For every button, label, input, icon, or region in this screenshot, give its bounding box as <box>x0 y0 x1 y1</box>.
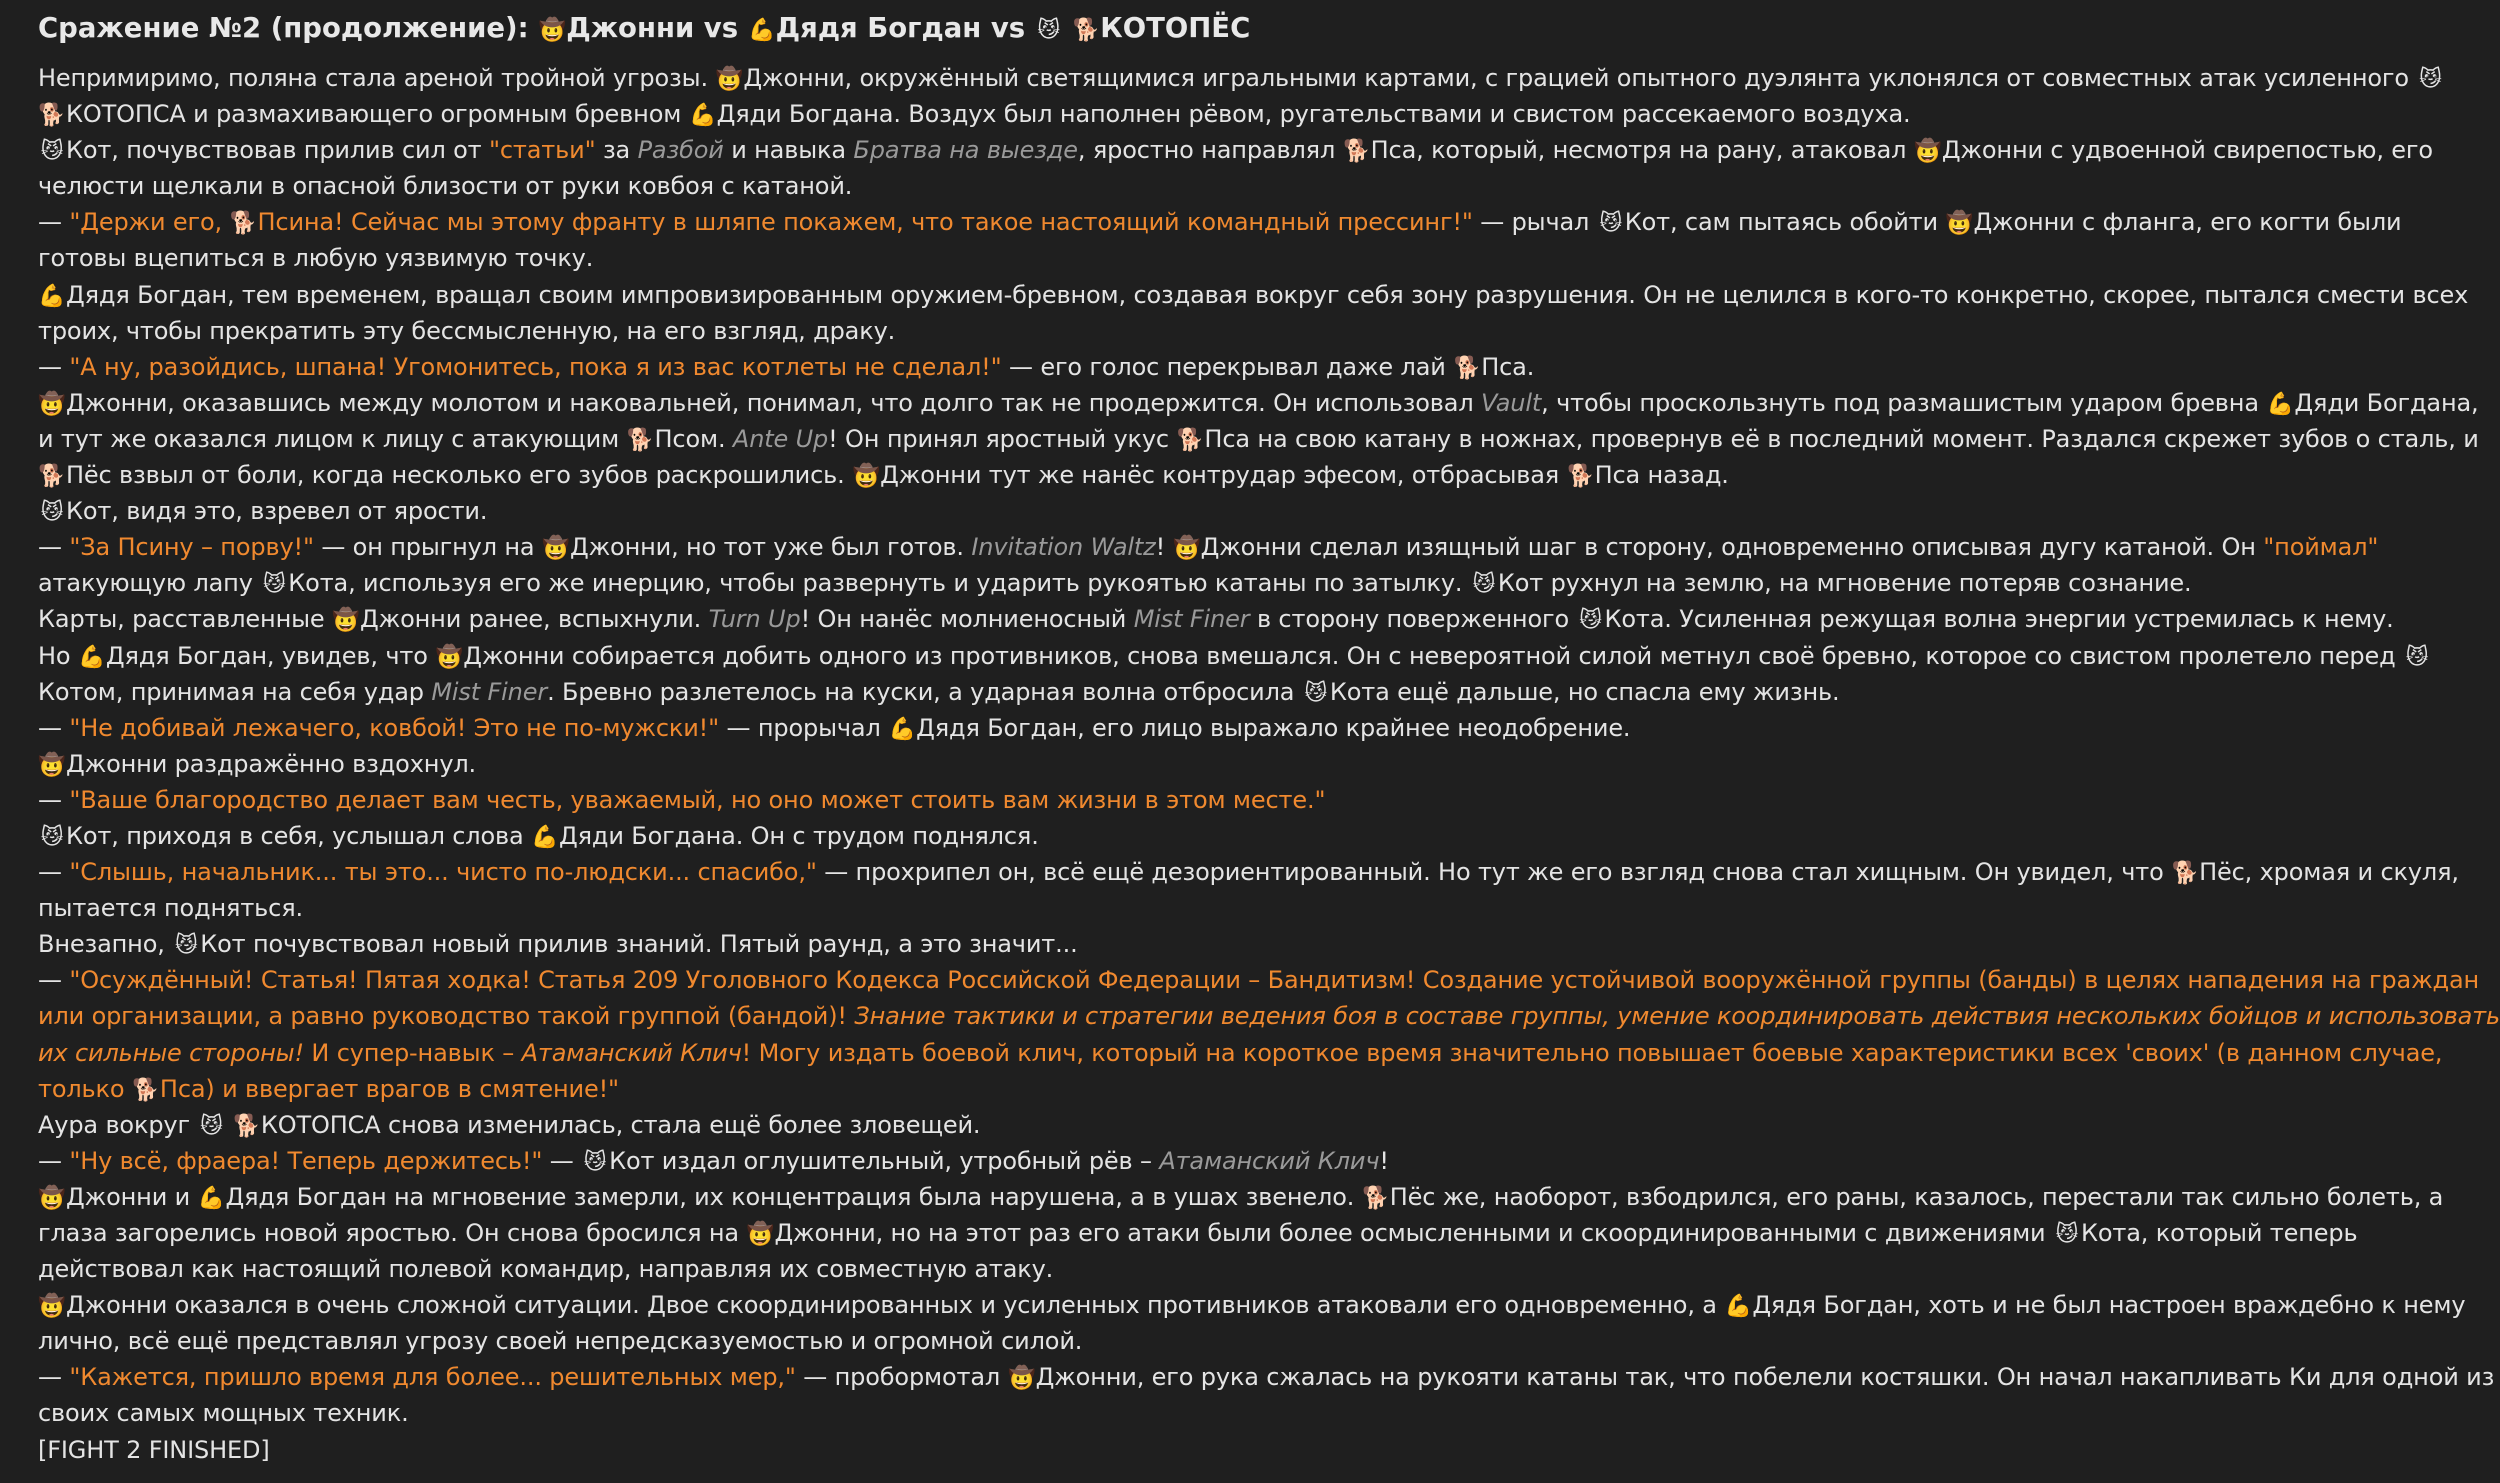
cowboy-face-icon: 🤠 <box>715 67 744 92</box>
narration-text: — пробормотал <box>795 1363 1008 1392</box>
story-text <box>38 60 2500 1468</box>
skill-quote-text: их сильные стороны! <box>38 1038 304 1067</box>
skill-name: Turn Up <box>708 605 801 634</box>
flexed-biceps-icon: 💪 <box>78 644 106 670</box>
narration-text: Пса на свою катану в ножнах, провернув её в последний момент. Раздался скрежет зубов о сталь, и <box>1204 424 2479 453</box>
dog-icon: 🐕 <box>1072 18 1100 43</box>
text-line <box>38 313 2358 349</box>
text-line <box>38 493 2358 529</box>
narration-text: КОТОПЁС <box>1100 12 1251 44</box>
narration-text: Дядя Богдан на мгновение замерли, их концентрация была нарушена, а в ушах звенело. <box>225 1182 1362 1211</box>
narration-text: Псом. <box>654 424 733 453</box>
skill-name: Vault <box>1481 388 1542 417</box>
dog-icon: 🐕 <box>1566 464 1595 490</box>
skill-name: Invitation Waltz <box>971 533 1156 562</box>
narration-text: Дяди Богдана, <box>2294 388 2479 417</box>
narration-text: Дядя Богдан, хоть и не был настроен враждебно к нему <box>1752 1291 2466 1320</box>
cowboy-face-icon: 🤠 <box>435 644 463 670</box>
narration-text: Кота. Усиленная режущая волна энергии устремилась к нему. <box>1604 605 2394 634</box>
cat-face-icon: 😼 <box>174 933 198 959</box>
narration-text: Внезапно, <box>38 930 173 959</box>
narration-text: . Бревно разлетелось на куски, а ударная волна отбросила <box>547 677 1302 706</box>
narration-text: Пёс же, наоборот, взбодрился, его раны, казалось, перестали так сильно болеть, а <box>1389 1182 2444 1211</box>
quote-text: "Кажется, пришло время для более... решительных мер," <box>69 1363 796 1392</box>
cat-face-icon: 😼 <box>200 1113 223 1139</box>
dog-icon: 🐕 <box>38 464 66 490</box>
text-line <box>38 457 2358 493</box>
cat-face-icon: 😼 <box>1037 18 1061 43</box>
cat-face-icon: 😼 <box>40 824 64 850</box>
skill-name: Mist Finer <box>431 677 548 706</box>
cowboy-face-icon: 🤠 <box>1007 1366 1036 1392</box>
quote-text: только <box>38 1074 132 1103</box>
narration-text: глаза загорелись новой яростью. Он снова бросился на <box>38 1219 747 1247</box>
narration-text: Пса, который, несмотря на рану, атаковал <box>1370 136 1914 165</box>
narration-text: Дяди Богдана. Он с трудом поднялся. <box>559 821 1039 850</box>
quote-text: или организации, а равно руководство такой группой (бандой)! <box>38 1002 855 1031</box>
narration-text: — его голос перекрывал даже лай <box>1001 352 1454 381</box>
narration-text: — рычал <box>1472 208 1597 237</box>
narration-text: Джонни оказался в очень сложной ситуации. Двое скоординированных и усиленных противников атаковали его одновременно, а <box>66 1291 1725 1320</box>
flexed-biceps-icon: 💪 <box>1724 1294 1752 1320</box>
text-line <box>38 962 2480 998</box>
quote-text: ! Могу издать боевой клич, который на короткое время значительно повышает боевые характеристики всех 'своих' (в данном случае, <box>741 1038 2443 1067</box>
text-line <box>38 204 2402 240</box>
cat-face-icon: 😼 <box>1579 608 1602 634</box>
narration-text: — <box>542 1146 582 1175</box>
narration-text: ! <box>1155 533 1173 562</box>
narration-text: действовал как настоящий полевой командир, направляя их совместную атаку. <box>38 1255 1054 1284</box>
flexed-biceps-icon: 💪 <box>689 103 717 129</box>
narration-text: Кота ещё дальше, но спасла ему жизнь. <box>1329 677 1840 706</box>
narration-text: Пёс взвыл от боли, когда несколько его зубов раскрошились. <box>66 461 853 490</box>
text-line <box>38 1071 2358 1107</box>
narration-text: Джонни с удвоенной свирепостью, его <box>1941 136 2433 165</box>
quote-text: "Осуждённый! Статья! Пятая ходка! Статья 209 Уголовного Кодекса Российской Федерации – Бандитизм! Создание устойчивой вооружённой группы (банды) в целях нападения на граждан <box>69 966 2480 995</box>
narration-text: Кот, видя это, взревел от ярости. <box>66 497 488 526</box>
dog-icon: 🐕 <box>1362 1185 1390 1211</box>
narration-text: Джонни сделал изящный шаг в сторону, одновременно описывая дугу катаной. Он <box>1200 533 2264 562</box>
cat-face-icon: 😼 <box>40 500 64 526</box>
text-line <box>38 1359 2495 1395</box>
narration-text: — <box>38 533 70 562</box>
skill-name: Братва на выезде <box>853 136 1078 165</box>
narration-text: Джонни раздражённо вздохнул. <box>66 749 477 778</box>
quote-text: "А ну, разойдись, шпана! Угомонитесь, пока я из вас котлеты не сделал!" <box>69 352 1002 381</box>
narration-text: Но <box>38 641 78 670</box>
cowboy-face-icon: 🤠 <box>852 464 880 490</box>
text-line <box>38 1287 2466 1323</box>
narration-text: пытается подняться. <box>38 894 303 923</box>
dog-icon: 🐕 <box>1343 139 1371 165</box>
quote-text: "Ваше благородство делает вам честь, уважаемый, но оно может стоить вам жизни в этом месте." <box>69 785 1326 814</box>
quote-text: "За Псину – порву!" <box>69 533 314 562</box>
narration-text: Джонни собирается добить одного из противников, снова вмешался. Он с невероятной силой метнул своё бревно, которое со свистом пролетело перед <box>463 641 2404 670</box>
narration-text: — <box>38 352 70 381</box>
cat-face-icon: 😼 <box>1599 211 1623 237</box>
skill-quote-text: Знание тактики и стратегии ведения боя в составе группы, умение координировать действия нескольких бойцов и использовать <box>854 1002 2500 1031</box>
text-line <box>38 1107 2358 1143</box>
narration-text: Джонни с фланга, его когти были <box>1973 208 2402 237</box>
cowboy-face-icon: 🤠 <box>38 391 66 417</box>
narration-text: — <box>38 785 70 814</box>
narration-text: — <box>38 1363 70 1392</box>
quote-text: "Слышь, начальник... ты это... чисто по-людски... спасибо," <box>69 858 817 887</box>
narration-text: Дядя Богдан, увидев, что <box>105 641 436 670</box>
narration-text: Дядя Богдан vs <box>775 12 1035 44</box>
cowboy-face-icon: 🤠 <box>542 536 570 562</box>
cowboy-face-icon: 🤠 <box>38 752 66 778</box>
narration-text: — <box>38 966 70 995</box>
flexed-biceps-icon: 💪 <box>531 824 559 850</box>
dog-icon: 🐕 <box>132 1077 160 1103</box>
cowboy-face-icon: 🤠 <box>1945 211 1974 237</box>
dog-icon: 🐕 <box>626 427 655 453</box>
flexed-biceps-icon: 💪 <box>38 283 66 309</box>
text-line <box>38 818 2358 854</box>
narration-text: КОТОПСА снова изменилась, стала ещё более зловещей. <box>260 1110 981 1139</box>
text-line <box>38 674 2358 710</box>
narration-text: Дядя Богдан, тем временем, вращал своим импровизированным оружием-бревном, создавая вокруг себя зону разрушения. Он не целился в кого-то конкретно, скорее, пытался смести всех <box>66 280 2469 309</box>
quote-text: Пса) и ввергает врагов в смятение!" <box>159 1074 619 1103</box>
text-line <box>38 1143 2358 1179</box>
cat-face-icon: 😼 <box>1304 680 1328 706</box>
flexed-biceps-icon: 💪 <box>197 1185 226 1211</box>
text-line <box>38 96 2358 132</box>
cowboy-face-icon: 🤠 <box>746 1222 775 1247</box>
narration-text: Кот рухнул на землю, на мгновение потеряв сознание. <box>1497 569 2192 598</box>
skill-quote-text: Атаманский Клич <box>521 1038 742 1067</box>
text-line <box>38 421 2479 457</box>
quote-text: "Не добивай лежачего, ковбой! Это не по-мужски!" <box>69 713 720 742</box>
narration-text: Пёс, хромая и скуля, <box>2199 858 2459 887</box>
narration-text: Кот издал оглушительный, утробный рёв – <box>609 1146 1160 1175</box>
cat-face-icon: 😼 <box>262 572 286 598</box>
quote-text: "Держи его, <box>69 208 230 237</box>
text-line <box>38 746 2358 782</box>
cat-face-icon: 😼 <box>583 1149 607 1175</box>
text-line <box>38 60 2442 96</box>
skill-name: Атаманский Клич <box>1159 1146 1380 1175</box>
text-line <box>38 710 2358 746</box>
text-line <box>38 601 2394 637</box>
cowboy-face-icon: 🤠 <box>538 18 566 43</box>
cowboy-face-icon: 🤠 <box>332 608 360 634</box>
text-line <box>38 854 2459 890</box>
narration-text: Джонни ранее, вспыхнули. <box>360 605 709 634</box>
cat-face-icon: 😼 <box>2418 67 2442 92</box>
narration-text <box>225 1111 232 1139</box>
narration-text: Кот почувствовал новый прилив знаний. Пятый раунд, а это значит... <box>200 930 1078 959</box>
cowboy-face-icon: 🤠 <box>38 1294 66 1320</box>
narration-text: , чтобы проскользнуть под размашистым ударом бревна <box>1541 388 2267 417</box>
narration-text: ! Он нанёс молниеносный <box>800 605 1134 634</box>
text-line <box>38 1215 2358 1251</box>
narration-text: Джонни, окружённый светящимися игральными картами, с грацией опытного дуэлянта уклонялся от совместных атак усиленного <box>743 64 2417 92</box>
narration-text: Кота, используя его же инерцию, чтобы развернуть и ударить рукоятью катаны по затылку. <box>288 569 1470 598</box>
narration-text: своих самых мощных техник. <box>38 1399 409 1428</box>
dog-icon: 🐕 <box>2171 861 2199 887</box>
dog-icon: 🐕 <box>233 1113 261 1139</box>
cat-face-icon: 😼 <box>40 139 64 165</box>
text-line <box>38 998 2500 1034</box>
narration-text: челюсти щелкали в опасной близости от руки ковбоя с катаной. <box>38 172 853 201</box>
narration-text: Карты, расставленные <box>38 605 333 634</box>
narration-text: ! Он принял яростный укус <box>828 424 1177 453</box>
flexed-biceps-icon: 💪 <box>2266 391 2295 417</box>
quote-text: "поймал" <box>2263 533 2379 562</box>
narration-text: [FIGHT 2 FINISHED] <box>38 1435 270 1464</box>
dog-icon: 🐕 <box>1176 427 1205 453</box>
narration-text: Джонни, его рука сжалась на рукояти катаны так, что побелели костяшки. Он начал накапливать Ки для одной из <box>1035 1363 2495 1392</box>
cowboy-face-icon: 🤠 <box>1172 536 1201 562</box>
dog-icon: 🐕 <box>229 211 258 237</box>
narration-text: КОТОПСА и размахивающего огромным бревном <box>66 100 689 129</box>
cowboy-face-icon: 🤠 <box>1914 139 1942 165</box>
narration-text: — <box>38 713 70 742</box>
narration-text: Кот, сам пытаясь обойти <box>1624 208 1946 237</box>
dog-icon: 🐕 <box>38 103 66 129</box>
text-line <box>38 890 2358 926</box>
narration-text: атакующую лапу <box>38 569 261 598</box>
narration-text: Аура вокруг <box>38 1110 198 1139</box>
narration-text: и тут же оказался лицом к лицу с атакующим <box>38 424 627 453</box>
text-line <box>38 240 2358 276</box>
narration-text: Джонни и <box>66 1182 198 1211</box>
text-line <box>38 926 2358 962</box>
skill-name: Mist Finer <box>1133 605 1250 634</box>
narration-text: Джонни тут же нанёс контрудар эфесом, отбрасывая <box>880 461 1567 490</box>
narration-text: за <box>595 136 638 165</box>
narration-text: Кот, приходя в себя, услышал слова <box>66 821 532 850</box>
flexed-biceps-icon: 💪 <box>747 18 776 43</box>
text-line <box>38 277 2469 313</box>
quote-text: И супер-навык – <box>303 1038 522 1067</box>
narration-text: Пса назад. <box>1594 461 1729 490</box>
text-line <box>38 565 2358 601</box>
text-line <box>38 1323 2358 1359</box>
narration-text <box>1063 12 1073 44</box>
cat-face-icon: 😼 <box>2405 644 2429 670</box>
narration-text: — он прыгнул на <box>313 533 542 562</box>
narration-text: Дядя Богдан, его лицо выражало крайнее неодобрение. <box>916 713 1631 742</box>
narration-text: и навыка <box>723 136 854 165</box>
text-line <box>38 1251 2358 1287</box>
narration-text: Непримиримо, поляна стала ареной тройной угрозы. <box>38 64 716 92</box>
text-line <box>38 1395 2358 1431</box>
narration-text: Джонни vs <box>566 12 748 44</box>
text-line <box>38 168 2358 204</box>
narration-text: Пса. <box>1481 352 1535 381</box>
quote-text: Псина! Сейчас мы этому франту в шляпе покажем, что такое настоящий командный прессинг!" <box>257 208 1473 237</box>
dog-icon: 🐕 <box>1453 355 1481 381</box>
text-line <box>38 349 2358 385</box>
cowboy-face-icon: 🤠 <box>38 1185 66 1211</box>
skill-name: Ante Up <box>732 424 829 453</box>
narration-text: — прорычал <box>719 713 889 742</box>
narration-text: Джонни, но на этот раз его атаки были более осмысленными и скоординированными с движениями <box>774 1219 2053 1247</box>
narration-text: Котом, принимая на себя удар <box>38 677 432 706</box>
narration-text: — <box>38 858 70 887</box>
cat-face-icon: 😼 <box>2055 1222 2079 1247</box>
text-line <box>38 1432 2358 1468</box>
narration-text: Джонни, но тот уже был готов. <box>569 533 972 562</box>
text-line <box>38 782 2358 818</box>
cat-face-icon: 😼 <box>1472 572 1496 598</box>
narration-text: троих, чтобы прекратить эту бессмысленную, на его взгляд, драку. <box>38 316 896 345</box>
text-line <box>38 1179 2444 1215</box>
narration-text: — прохрипел он, всё ещё дезориентированный. Но тут же его взгляд снова стал хищным. Он увидел, что <box>816 858 2172 887</box>
narration-text: — <box>38 1146 70 1175</box>
narration-text: — <box>38 208 70 237</box>
narration-text: Сражение №2 (продолжение): <box>38 12 539 44</box>
text-line <box>38 132 2433 168</box>
quote-text: "статьи" <box>488 136 596 165</box>
narration-text: лично, всё ещё представлял угрозу своей непредсказуемостью и огромной силой. <box>38 1327 1083 1356</box>
narration-text: ! <box>1379 1146 1389 1175</box>
narration-text: в сторону поверженного <box>1249 605 1577 634</box>
narration-text: Джонни, оказавшись между молотом и наковальней, понимал, что долго так не продержится. Он использовал <box>66 388 1482 417</box>
fight-title <box>38 8 1250 51</box>
skill-name: Разбой <box>637 136 724 165</box>
text-line <box>38 1035 2443 1071</box>
narration-text: , яростно направлял <box>1077 136 1343 165</box>
text-line <box>38 385 2479 421</box>
quote-text: "Ну всё, фраера! Теперь держитесь!" <box>69 1146 543 1175</box>
narration-text: Кот, почувствовав прилив сил от <box>66 136 489 165</box>
narration-text: Дяди Богдана. Воздух был наполнен рёвом, ругательствами и свистом рассекаемого воздуха. <box>716 100 1911 129</box>
narration-text: готовы вцепиться в любую уязвимую точку. <box>38 244 594 273</box>
flexed-biceps-icon: 💪 <box>888 716 916 742</box>
text-line <box>38 529 2379 565</box>
text-line <box>38 638 2429 674</box>
narration-text: Кота, который теперь <box>2080 1219 2358 1247</box>
